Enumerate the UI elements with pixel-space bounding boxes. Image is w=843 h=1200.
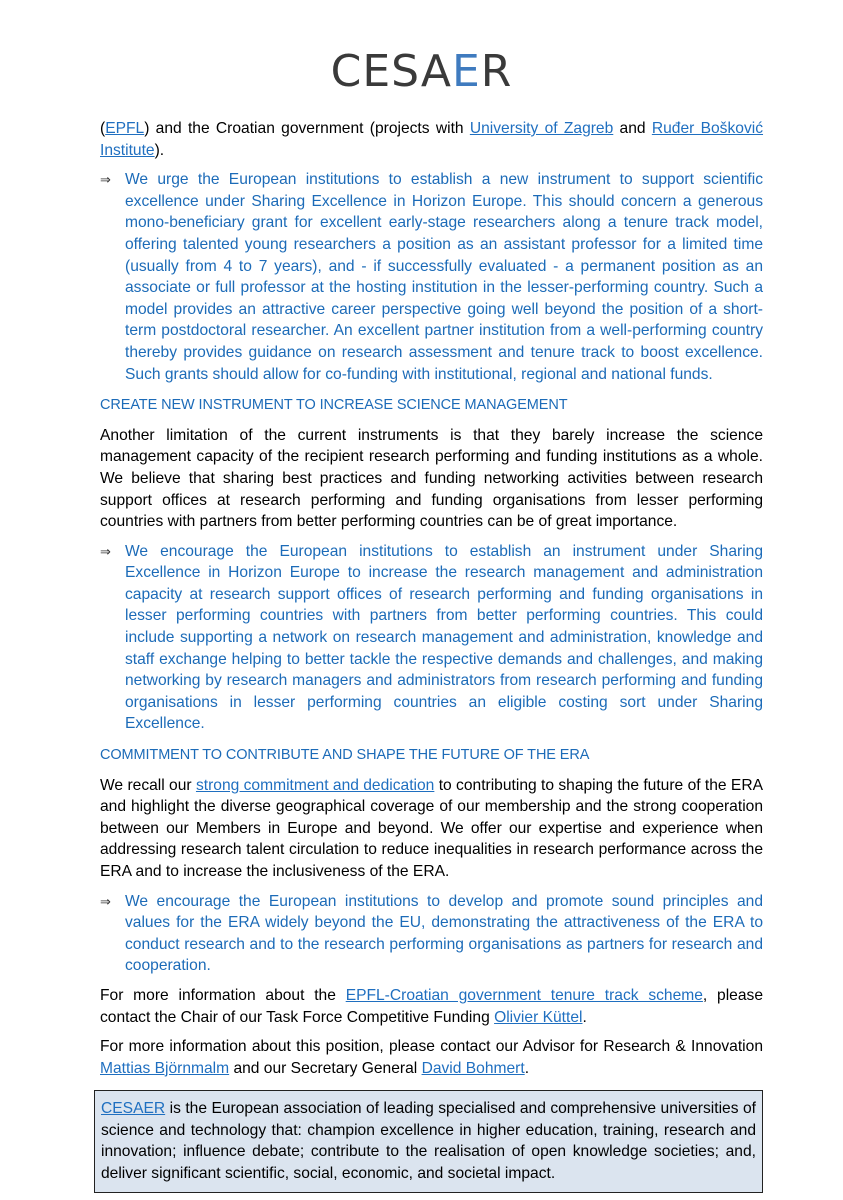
- tenure-track-scheme-link[interactable]: EPFL-Croatian government tenure track scheme: [345, 986, 703, 1004]
- cesaer-about-box: CESAER is the European association of leading specialised and comprehensive universities of science and technology that: champion excellence in higher education, training, research and innovation; influence debate; contribute to the realisation of open knowledge societies; and, deliver significant scientific, social, economic, and societal impact.: [94, 1090, 763, 1193]
- intro-paragraph: (EPFL) and the Croatian government (projects with University of Zagreb and Ruđer Bošković Institute).: [100, 120, 764, 159]
- mattias-bjornmalm-link[interactable]: Mattias Björnmalm: [100, 1059, 230, 1077]
- ruder-boskovic-institute-link[interactable]: Ruđer Bošković Institute: [100, 120, 764, 159]
- recommendation-bullet-1: ⇒ We urge the European institutions to establish a new instrument to support scientific excellence under Sharing Excellence in Horizon Europe. This should concern a generous mono-beneficiary grant for excellent early-stage researchers along a tenure track model, offering talented young researchers a position as an assistant professor for a limited time (usually from 4 to 7 years), and - if successfully evaluated - a permanent position as an associate or full professor at the hosting institution in the lesser-performing country. Such a model provides an attractive career perspective going well beyond the position of a short-term postdoctoral researcher. An excellent partner institution from a well-performing country thereby provides guidance on research assessment and tenure track to boost excellence. Such grants should allow for co-funding with institutional, regional and national funds.: [100, 171, 763, 383]
- arrow-icon: ⇒: [100, 893, 111, 909]
- recommendation-bullet-2: ⇒ We encourage the European institutions to establish an instrument under Sharing Excellence in Horizon Europe to increase the research management and administration capacity at research support offices of research performing and funding organisations in lesser performing countries with partners from better performing countries. This could include supporting a network on research management and administration, knowledge and staff exchange helping to better tackle the respective demands and challenges, and making networking by research managers and administrators from research performing and funding organisations in lesser performing countries an eligible costing sort under Sharing Excellence.: [100, 542, 763, 733]
- commitment-paragraph: We recall our strong commitment and dedication to contributing to shaping the future of the ERA and highlight the diverse geographical coverage of our membership and the strong cooperation between our Members in Europe and beyond. We offer our expertise and experience when addressing research talent circulation to reduce inequalities in research performance across the ERA and to increase the inclusiveness of the ERA.: [100, 776, 763, 880]
- epfl-link[interactable]: EPFL: [105, 120, 145, 137]
- section-heading-science-management: CREATE NEW INSTRUMENT TO INCREASE SCIENCE MANAGEMENT: [100, 397, 568, 414]
- recommendation-bullet-3: ⇒ We encourage the European institutions to develop and promote sound principles and values for the ERA widely beyond the EU, demonstrating the attractiveness of the ERA to conduct research and to the research performing organisations as partners for research and cooperation.: [100, 892, 763, 975]
- tenure-track-contact-paragraph: For more information about the EPFL-Croatian government tenure track scheme, please contact the Chair of our Task Force Competitive Funding Olivier Küttel.: [100, 986, 763, 1026]
- strong-commitment-link[interactable]: strong commitment and dedication: [195, 776, 435, 794]
- section-heading-future-of-era: COMMITMENT TO CONTRIBUTE AND SHAPE THE FUTURE OF THE ERA: [100, 747, 590, 764]
- science-management-paragraph: Another limitation of the current instruments is that they barely increase the science management capacity of the recipient research performing and funding institutions as a whole. We believe that sharing best practices and funding networking activities between research support offices at research performing and funding organisations from lesser performing countries with partners from better performing countries can be of great importance.: [100, 426, 763, 531]
- university-of-zagreb-link[interactable]: University of Zagreb: [469, 120, 614, 137]
- cesaer-logo: CESAER: [330, 46, 513, 97]
- arrow-icon: ⇒: [100, 543, 111, 559]
- document-body: [100, 118, 763, 1087]
- olivier-kuttel-link[interactable]: Olivier Küttel: [494, 1008, 583, 1026]
- position-contact-paragraph: For more information about this position, please contact our Advisor for Research & Innovation Mattias Björnmalm and our Secretary General David Bohmert.: [100, 1038, 763, 1077]
- arrow-icon: ⇒: [100, 172, 111, 188]
- david-bohmert-link[interactable]: David Bohmert: [421, 1059, 525, 1077]
- cesaer-link[interactable]: CESAER: [101, 1100, 166, 1117]
